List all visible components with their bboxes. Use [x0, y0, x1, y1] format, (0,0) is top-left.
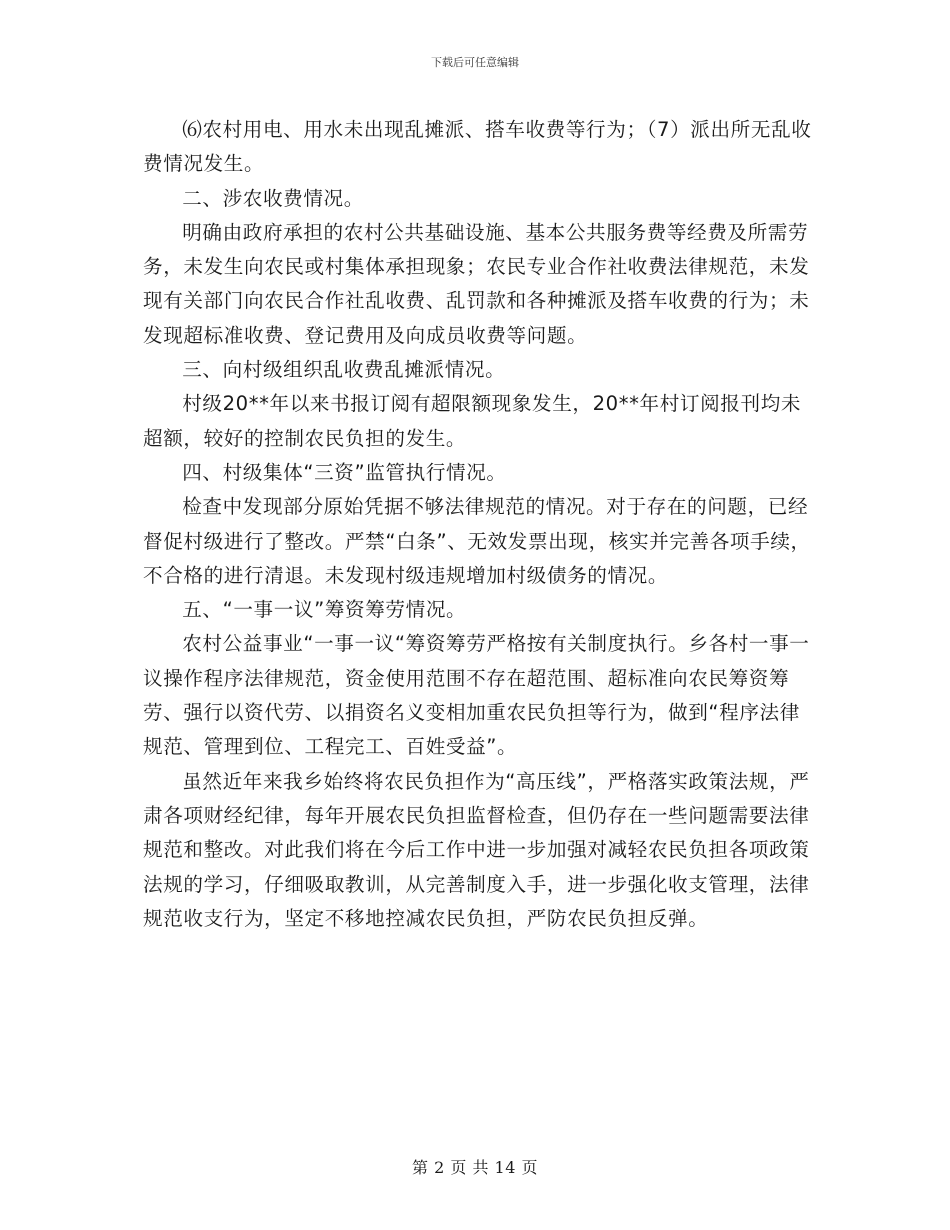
page-header: 下载后可任意编辑: [431, 56, 519, 69]
paragraph-section-3: 村级20**年以来书报订阅有超限额现象发生，20**年村订阅报刊均未超额，较好的控制农民负担的发生。: [143, 392, 802, 450]
paragraph-section-2: 明确由政府承担的农村公共基础设施、基本公共服务费等经费及所需劳务，未发生向农民或村集体承担现象；农民专业合作社收费法律规范，未发现有关部门向农民合作社乱收费、乱罚款和各种摊派及搭车收费的行为；未发现超标准收费、登记费用及向成员收费等问题。: [143, 220, 810, 347]
document-body: [143, 113, 813, 936]
section-heading-2: 二、涉农收费情况。: [182, 186, 364, 210]
section-heading-4: 四、村级集体“三资”监管执行情况。: [182, 460, 507, 484]
page-footer: 第 2 页 共 14 页: [412, 1158, 538, 1177]
section-heading-5: 五、“一事一议”筹资筹劳情况。: [182, 598, 467, 622]
paragraph-conclusion: 虽然近年来我乡始终将农民负担作为“高压线”，严格落实政策法规，严肃各项财经纪律，每年开展农民负担监督检查，但仍存在一些问题需要法律规范和整改。对此我们将在今后工作中进一步加强对减轻农民负担各项政策法规的学习，仔细吸取教训，从完善制度入手，进一步强化收支管理，法律规范收支行为，坚定不移地控减农民负担，严防农民负担反弹。: [143, 769, 810, 930]
section-heading-3: 三、向村级组织乱收费乱摊派情况。: [182, 358, 506, 382]
paragraph-section-4: 检查中发现部分原始凭据不够法律规范的情况。对于存在的问题，已经督促村级进行了整改。严禁“白条”、无效发票出现，核实并完善各项手续，不合格的进行清退。未发现村级违规增加村级债务的情况。: [143, 495, 811, 587]
paragraph-section-5: 农村公益事业“一事一议“筹资筹劳严格按有关制度执行。乡各村一事一议操作程序法律规范，资金使用范围不存在超范围、超标准向农民筹资筹劳、强行以资代劳、以捐资名义变相加重农民负担等行为，做到“程序法律规范、管理到位、工程完工、百姓受益”。: [143, 632, 810, 759]
paragraph-item-6-7: ⑹农村用电、用水未出现乱摊派、搭车收费等行为；（7）派出所无乱收费情况发生。: [143, 118, 812, 176]
